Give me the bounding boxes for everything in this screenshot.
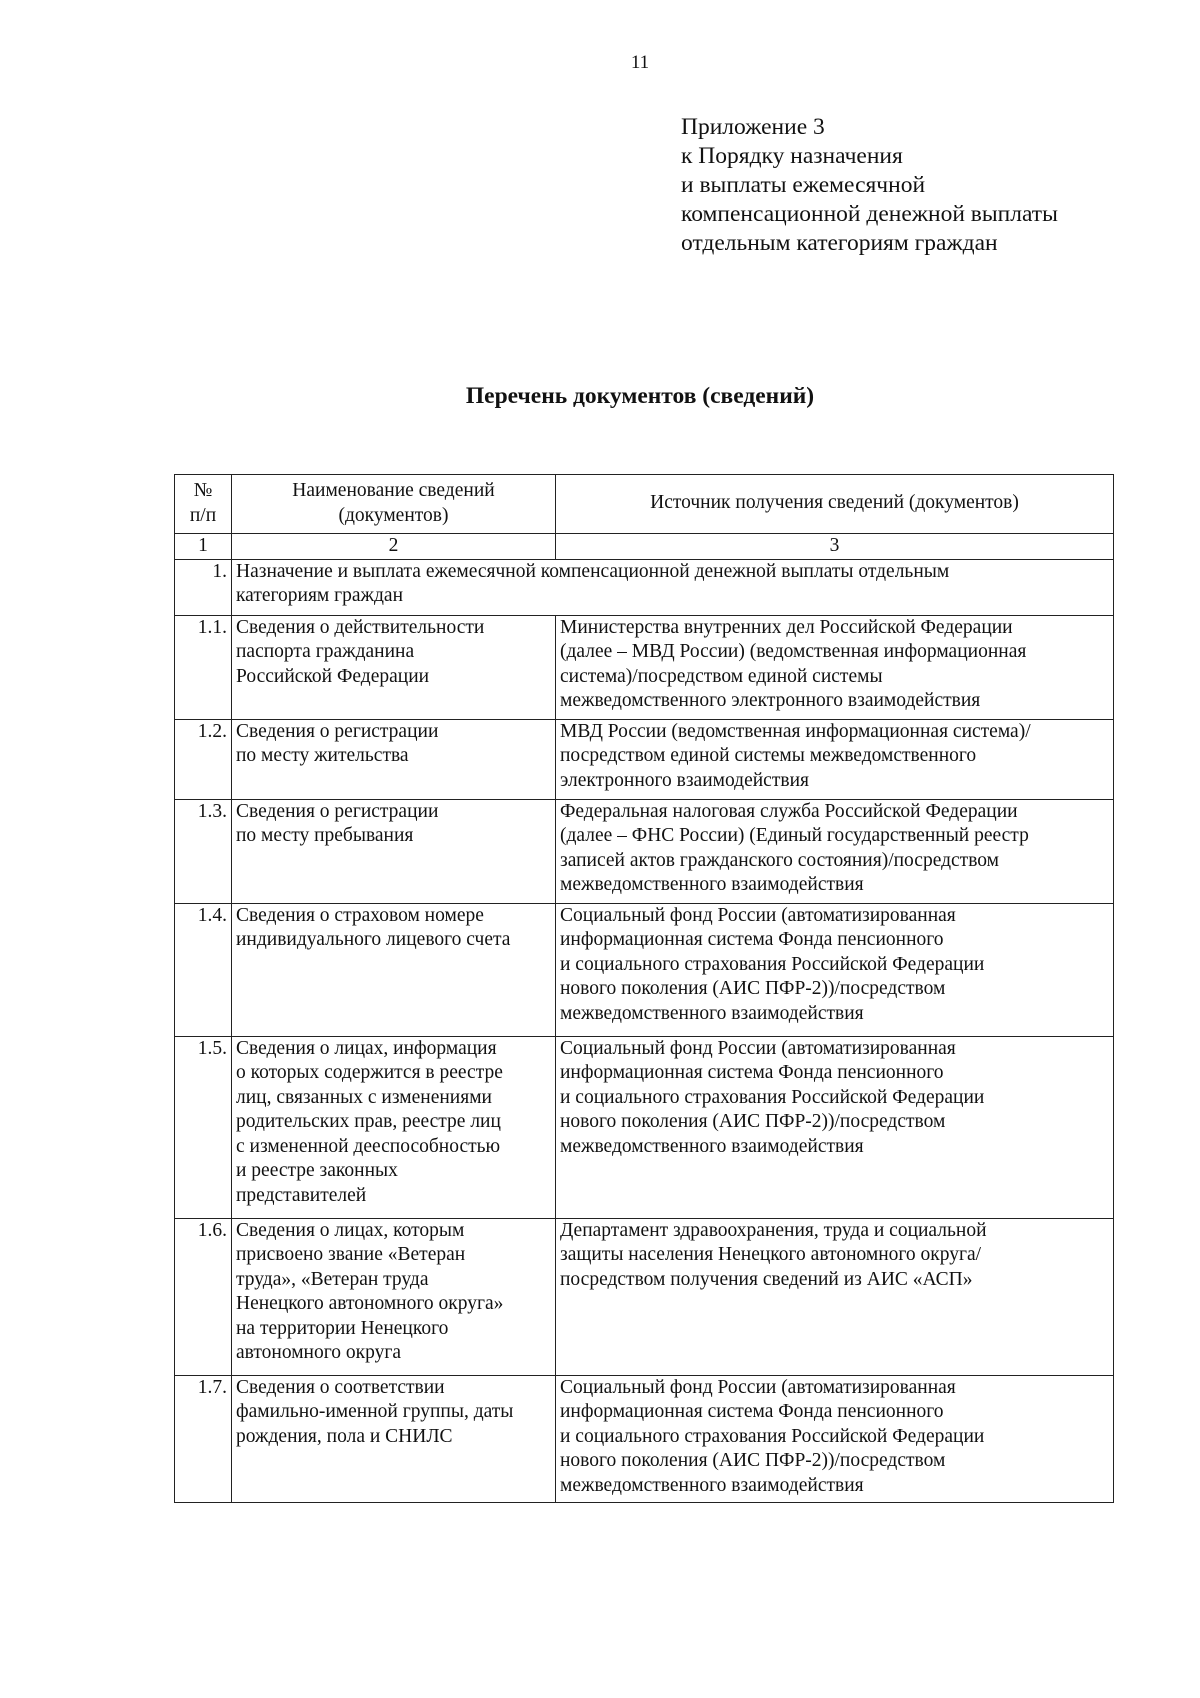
table-header-row [175, 475, 1114, 534]
row-source: Министерства внутренних дел Российской Федерации (далее – МВД России) (ведомственная информационная система)/посредством единой системы межведомственного электронного взаимодействия [556, 615, 1114, 719]
row-name: Сведения о страховом номере индивидуального лицевого счета [232, 903, 556, 1036]
header-name: Наименование сведений (документов) [232, 475, 556, 534]
row-number: 1.4. [175, 903, 232, 1036]
table-row [175, 1218, 1114, 1375]
column-numbers-row [175, 534, 1114, 560]
row-source: Социальный фонд России (автоматизированная информационная система Фонда пенсионного и социального страхования Российской Федерации нового поколения (АИС ПФР-2))/посредством межведомственного взаимодействия [556, 1375, 1114, 1502]
page-number: 11 [630, 52, 650, 73]
appendix-line: отдельным категориям граждан [681, 230, 998, 256]
table-row [175, 903, 1114, 1036]
table-row [175, 799, 1114, 903]
row-number: 1.7. [175, 1375, 232, 1502]
header-source: Источник получения сведений (документов) [556, 475, 1114, 534]
appendix-line: и выплаты ежемесячной [681, 172, 926, 198]
appendix-line: компенсационной денежной выплаты [681, 201, 1058, 227]
appendix-header [681, 113, 1058, 258]
appendix-line: Приложение 3 [681, 114, 825, 140]
row-number: 1.3. [175, 799, 232, 903]
row-source: Социальный фонд России (автоматизированная информационная система Фонда пенсионного и социального страхования Российской Федерации нового поколения (АИС ПФР-2))/посредством межведомственного взаимодействия [556, 903, 1114, 1036]
section-row [175, 559, 1114, 615]
table-row [175, 1375, 1114, 1502]
row-number: 1.5. [175, 1036, 232, 1218]
appendix-line: к Порядку назначения [681, 143, 903, 169]
row-name: Сведения о действительности паспорта гражданина Российской Федерации [232, 615, 556, 719]
column-number: 2 [232, 534, 556, 560]
row-name: Сведения о соответствии фамильно-именной группы, даты рождения, пола и СНИЛС [232, 1375, 556, 1502]
row-source: МВД России (ведомственная информационная система)/ посредством единой системы межведомственного электронного взаимодействия [556, 719, 1114, 799]
documents-table [174, 474, 1114, 1503]
row-source: Департамент здравоохранения, труда и социальной защиты населения Ненецкого автономного округа/ посредством получения сведений из АИС «АСП» [556, 1218, 1114, 1375]
column-number: 3 [556, 534, 1114, 560]
column-number: 1 [175, 534, 232, 560]
section-number: 1. [175, 559, 232, 615]
table-row [175, 615, 1114, 719]
header-number: № п/п [175, 475, 232, 534]
row-name: Сведения о регистрации по месту жительства [232, 719, 556, 799]
row-source: Социальный фонд России (автоматизированная информационная система Фонда пенсионного и социального страхования Российской Федерации нового поколения (АИС ПФР-2))/посредством межведомственного взаимодействия [556, 1036, 1114, 1218]
document-title: Перечень документов (сведений) [465, 383, 815, 409]
row-number: 1.6. [175, 1218, 232, 1375]
table-row [175, 719, 1114, 799]
row-name: Сведения о лицах, которым присвоено звание «Ветеран труда», «Ветеран труда Ненецкого автономного округа» на территории Ненецкого автономного округа [232, 1218, 556, 1375]
row-source: Федеральная налоговая служба Российской Федерации (далее – ФНС России) (Единый государственный реестр записей актов гражданского состояния)/посредством межведомственного взаимодействия [556, 799, 1114, 903]
row-number: 1.2. [175, 719, 232, 799]
row-name: Сведения о регистрации по месту пребывания [232, 799, 556, 903]
row-number: 1.1. [175, 615, 232, 719]
row-name: Сведения о лицах, информация о которых содержится в реестре лиц, связанных с изменениями родительских прав, реестре лиц с измененной дееспособностью и реестре законных представителей [232, 1036, 556, 1218]
section-title: Назначение и выплата ежемесячной компенсационной денежной выплаты отдельным категориям граждан [232, 559, 1114, 615]
table-row [175, 1036, 1114, 1218]
